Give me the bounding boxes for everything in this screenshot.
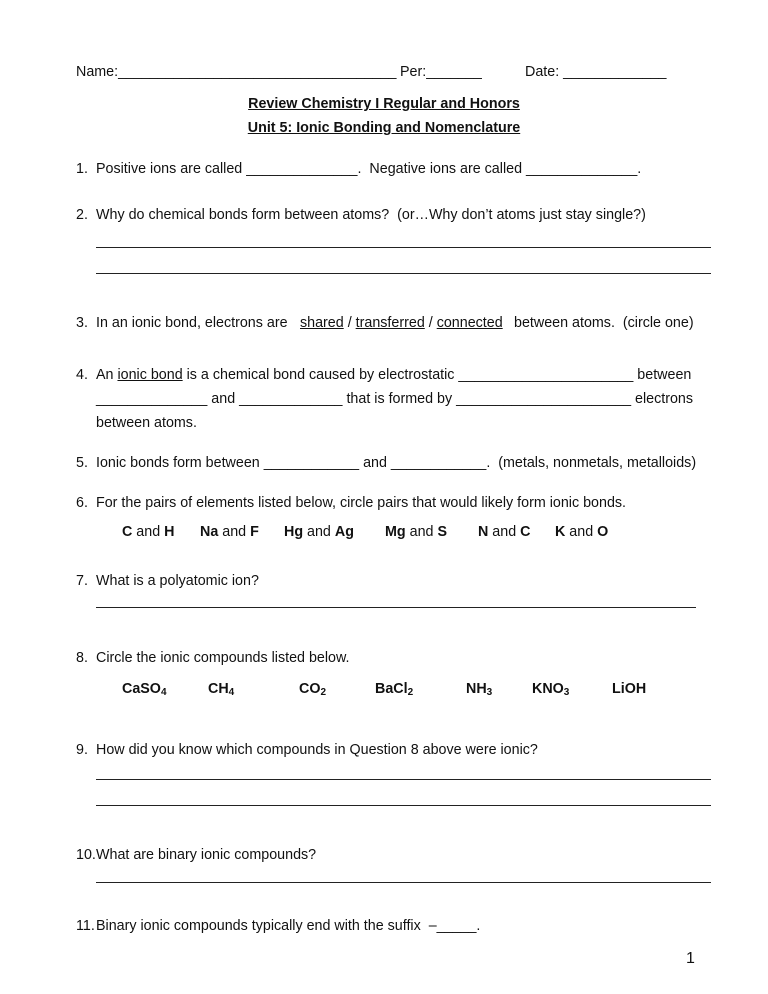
question-number: 8. xyxy=(76,650,88,666)
compound: LiOH xyxy=(612,681,647,697)
compound: $KNO_3$ xyxy=(532,681,570,698)
question-text-after: between atoms. (circle one) xyxy=(514,315,694,331)
question-number: 10. xyxy=(76,847,96,863)
answer-line xyxy=(96,805,711,806)
element-pair: Mg and S xyxy=(385,524,448,540)
compound: CaSO$_4$ xyxy=(122,681,167,698)
question-number: 7. xyxy=(76,573,88,589)
question-text: How did you know which compounds in Question 8 above were ionic? xyxy=(96,742,538,758)
question-text-line1: An ionic bond is a chemical bond caused by electrostatic ______________________ between xyxy=(96,367,692,383)
answer-line xyxy=(96,882,711,883)
choice-group xyxy=(300,314,503,332)
element-pair: K and O xyxy=(555,524,609,540)
compound: $CH_4$ xyxy=(208,681,235,698)
question-text: What is a polyatomic ion? xyxy=(96,573,259,589)
choice-shared: shared xyxy=(300,315,344,331)
question-number: 5. xyxy=(76,455,88,471)
answer-line xyxy=(96,779,711,780)
question-text: Why do chemical bonds form between atoms? (or…Why don’t atoms just stay single?) xyxy=(96,207,646,223)
element-pair: Na and F xyxy=(200,524,259,540)
choice-separator: / xyxy=(343,315,356,331)
question-number: 1. xyxy=(76,161,88,177)
element-pair: C and H xyxy=(122,524,175,540)
compound: $CO_2$ xyxy=(299,681,327,698)
question-number: 2. xyxy=(76,207,88,223)
page-number: 1 xyxy=(686,950,695,967)
compound: $NH_3$ xyxy=(466,681,493,698)
question-text: Circle the ionic compounds listed below. xyxy=(96,650,350,666)
question-number: 11. xyxy=(76,918,95,934)
question-text: Positive ions are called ______________. Negative ions are called ______________. xyxy=(96,161,642,177)
question-text-line3: between atoms. xyxy=(96,415,197,431)
choice-separator: / xyxy=(424,315,437,331)
question-text: Ionic bonds form between ____________ and ____________. (metals, nonmetals, metalloids) xyxy=(96,455,697,471)
question-text: In an ionic bond, electrons are xyxy=(96,315,288,331)
page-subtitle: Unit 5: Ionic Bonding and Nomenclature xyxy=(247,120,521,136)
compound: BaCl$_2$ xyxy=(375,681,414,698)
question-number: 4. xyxy=(76,367,88,383)
question-number: 3. xyxy=(76,315,88,331)
element-pair: Hg and Ag xyxy=(284,524,354,540)
choice-transferred: transferred xyxy=(355,315,425,331)
answer-line xyxy=(96,247,711,248)
page-title: Review Chemistry I Regular and Honors xyxy=(248,96,520,112)
question-text: For the pairs of elements listed below, circle pairs that would likely form ionic bonds. xyxy=(96,495,627,511)
question-text: What are binary ionic compounds? xyxy=(96,847,317,863)
answer-line xyxy=(96,607,696,608)
question-number: 6. xyxy=(76,495,88,511)
choice-connected: connected xyxy=(436,315,503,331)
date-field: Date: _____________ xyxy=(525,64,667,80)
period-field: Per:_______ xyxy=(400,64,482,80)
question-number: 9. xyxy=(76,742,88,758)
name-field: Name:___________________________________ xyxy=(76,64,397,80)
element-pair: N and C xyxy=(478,524,531,540)
question-text-line2: ______________ and _____________ that is formed by ______________________ electrons xyxy=(96,391,694,407)
question-text: Binary ionic compounds typically end with the suffix –_____. xyxy=(96,918,481,934)
term-ionic-bond: ionic bond xyxy=(117,367,183,383)
answer-line xyxy=(96,273,711,274)
